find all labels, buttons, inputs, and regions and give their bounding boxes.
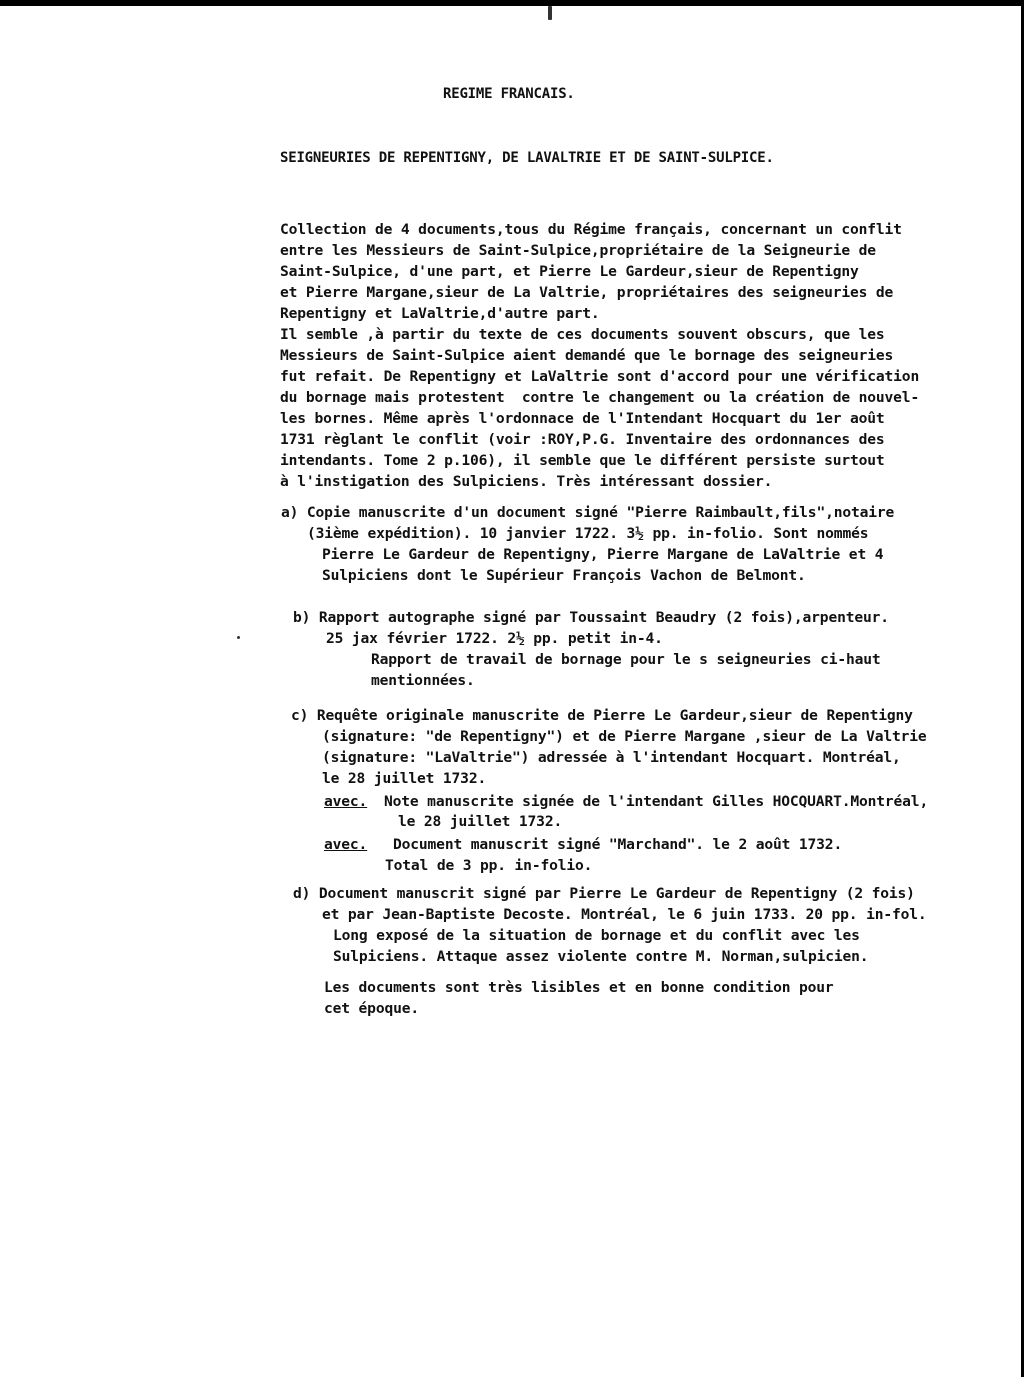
intro-line: et Pierre Margane,sieur de La Valtrie, propriétaires des seigneuries de bbox=[280, 284, 894, 301]
item-a-line: a) Copie manuscrite d'un document signé "Pierre Raimbault,fils",notaire bbox=[281, 504, 895, 521]
item-d-line: d) Document manuscrit signé par Pierre Le Gardeur de Repentigny (2 fois) bbox=[293, 885, 915, 902]
intro-line: Repentigny et LaValtrie,d'autre part. bbox=[280, 305, 600, 322]
item-b-line: 25 jax février 1722. 2½ pp. petit in-4. bbox=[326, 630, 663, 647]
closing-line: cet époque. bbox=[324, 1000, 419, 1017]
document-heading: REGIME FRANCAIS. bbox=[443, 86, 575, 102]
intro-line: intendants. Tome 2 p.106), il semble que le différent persiste surtout bbox=[280, 452, 885, 469]
intro-line: Messieurs de Saint-Sulpice aient demandé que le bornage des seigneuries bbox=[280, 347, 894, 364]
item-a-line: (3ième expédition). 10 janvier 1722. 3½ pp. in-folio. Sont nommés bbox=[307, 525, 869, 542]
item-c-avec-note: Note manuscrite signée de l'intendant Gilles HOCQUART.Montréal, bbox=[384, 793, 929, 810]
scan-top-border bbox=[0, 0, 1024, 6]
intro-line: les bornes. Même après l'ordonnace de l'Intendant Hocquart du 1er août bbox=[280, 410, 885, 427]
scan-speck bbox=[237, 636, 240, 639]
item-c-line: c) Requête originale manuscrite de Pierre Le Gardeur,sieur de Repentigny bbox=[291, 707, 913, 724]
item-c-total: Total de 3 pp. in-folio. bbox=[385, 857, 593, 874]
scan-speck bbox=[548, 6, 552, 20]
document-subheading: SEIGNEURIES DE REPENTIGNY, DE LAVALTRIE ET DE SAINT-SULPICE. bbox=[280, 150, 774, 166]
item-c-line: le 28 juillet 1732. bbox=[322, 770, 487, 787]
item-c-avec-note: Document manuscrit signé "Marchand". le 2 août 1732. bbox=[393, 836, 843, 853]
item-d-line: et par Jean-Baptiste Decoste. Montréal, le 6 juin 1733. 20 pp. in-fol. bbox=[322, 906, 927, 923]
item-c-avec-note: le 28 juillet 1732. bbox=[398, 813, 563, 830]
item-a-line: Pierre Le Gardeur de Repentigny, Pierre Margane de LaValtrie et 4 bbox=[322, 546, 884, 563]
item-c-line: (signature: "de Repentigny") et de Pierre Margane ,sieur de La Valtrie bbox=[322, 728, 927, 745]
avec-label: avec. bbox=[324, 793, 368, 810]
item-d-line: Long exposé de la situation de bornage et du conflit avec les bbox=[333, 927, 860, 944]
intro-line: Saint-Sulpice, d'une part, et Pierre Le Gardeur,sieur de Repentigny bbox=[280, 263, 859, 280]
item-c-line: (signature: "LaValtrie") adressée à l'intendant Hocquart. Montréal, bbox=[322, 749, 901, 766]
intro-line: à l'instigation des Sulpiciens. Très intéressant dossier. bbox=[280, 473, 773, 490]
intro-line: fut refait. De Repentigny et LaValtrie sont d'accord pour une vérification bbox=[280, 368, 920, 385]
intro-line: du bornage mais protestent contre le changement ou la création de nouvel- bbox=[280, 389, 920, 406]
intro-line: Collection de 4 documents,tous du Régime français, concernant un conflit bbox=[280, 221, 902, 238]
intro-line: 1731 règlant le conflit (voir :ROY,P.G. Inventaire des ordonnances des bbox=[280, 431, 885, 448]
intro-line: entre les Messieurs de Saint-Sulpice,propriétaire de la Seigneurie de bbox=[280, 242, 876, 259]
item-b-line: Rapport de travail de bornage pour le s seigneuries ci-haut bbox=[371, 651, 881, 668]
intro-line: Il semble ,à partir du texte de ces documents souvent obscurs, que les bbox=[280, 326, 885, 343]
item-b-line: b) Rapport autographe signé par Toussaint Beaudry (2 fois),arpenteur. bbox=[293, 609, 889, 626]
item-b-line: mentionnées. bbox=[371, 672, 475, 689]
item-d-line: Sulpiciens. Attaque assez violente contre M. Norman,sulpicien. bbox=[333, 948, 869, 965]
closing-line: Les documents sont très lisibles et en bonne condition pour bbox=[324, 979, 834, 996]
avec-label: avec. bbox=[324, 836, 368, 853]
item-a-line: Sulpiciens dont le Supérieur François Vachon de Belmont. bbox=[322, 567, 806, 584]
